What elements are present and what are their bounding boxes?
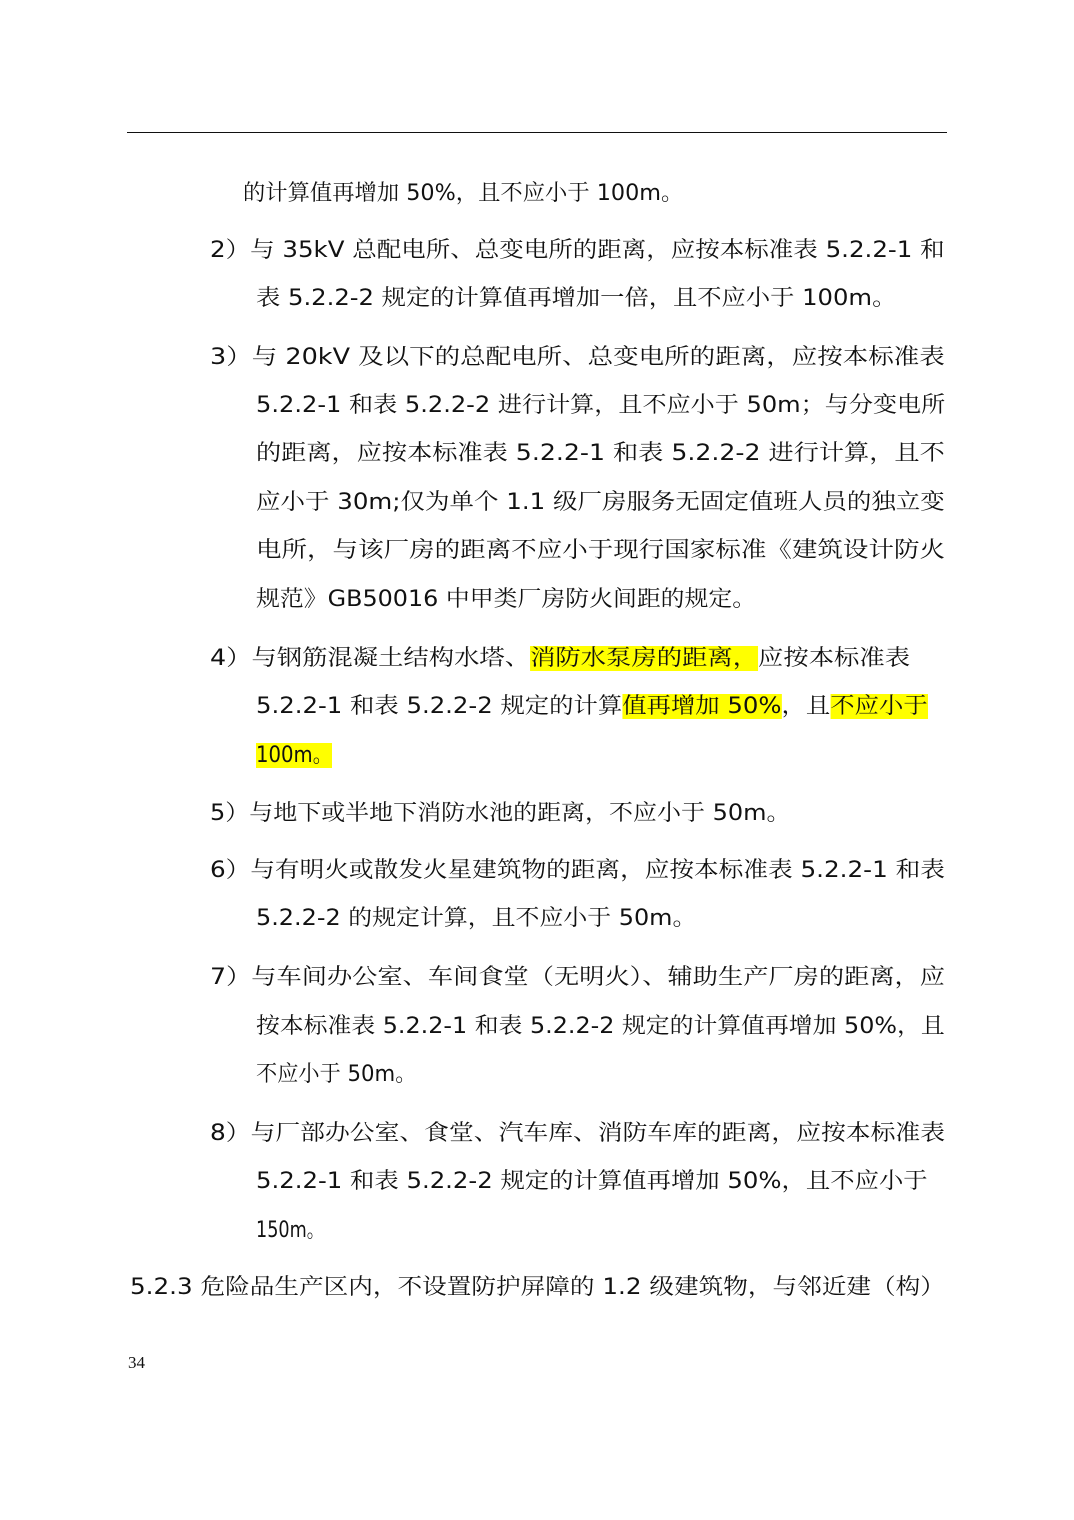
text-segment: 5）与地下或半地下消防水池的距离，不应小于 50m。 <box>210 801 791 826</box>
text-line <box>256 1216 324 1246</box>
text-segment: 6）与有明火或散发火星建筑物的距离，应按本标准表 5.2.2-1 和表 <box>210 858 945 883</box>
text-line <box>256 488 945 518</box>
header-rule <box>127 132 947 133</box>
page-number: 34 <box>128 1353 145 1372</box>
text-line <box>256 741 332 771</box>
highlighted-text: 值再增加 50% <box>622 694 782 719</box>
text-line <box>256 585 756 615</box>
text-line <box>210 856 945 886</box>
text-line <box>210 1119 945 1149</box>
text-segment: 规范》GB50016 中甲类厂房防火间距的规定。 <box>256 587 757 612</box>
text-segment: 不应小于 50m。 <box>256 1062 417 1087</box>
text-line <box>210 343 945 373</box>
text-segment: 的计算值再增加 50%，且不应小于 100m。 <box>243 181 684 206</box>
text-segment: 5.2.2-1 和表 5.2.2-2 规定的计算 <box>256 694 623 719</box>
text-segment: 按本标准表 5.2.2-1 和表 5.2.2-2 规定的计算值再增加 50%，且 <box>256 1014 945 1039</box>
text-line <box>256 904 696 934</box>
text-segment: 应小于 30m;仅为单个 1.1 级厂房服务无固定值班人员的独立变 <box>256 490 945 515</box>
text-line <box>210 799 790 829</box>
text-segment: 5.2.2-2 的规定计算，且不应小于 50m。 <box>256 906 697 931</box>
text-segment: 表 5.2.2-2 规定的计算值再增加一倍，且不应小于 100m。 <box>256 286 897 311</box>
text-segment: 7）与车间办公室、车间食堂（无明火）、辅助生产厂房的距离，应 <box>210 965 945 990</box>
text-segment: 150m。 <box>256 1218 325 1243</box>
text-line <box>256 692 928 722</box>
text-segment: 2）与 35kV 总配电所、总变电所的距离，应按本标准表 5.2.2-1 和 <box>210 238 945 263</box>
text-segment: 3）与 20kV 及以下的总配电所、总变电所的距离，应按本标准表 <box>210 345 945 370</box>
text-line <box>256 536 945 566</box>
text-line <box>210 644 910 674</box>
text-line <box>243 179 683 209</box>
text-line <box>210 963 945 993</box>
text-line <box>130 1273 945 1303</box>
text-segment: 应按本标准表 <box>758 646 911 671</box>
text-line <box>256 1167 928 1197</box>
text-segment: 4）与钢筋混凝土结构水塔、 <box>210 646 531 671</box>
text-segment: 5.2.2-1 和表 5.2.2-2 规定的计算值再增加 50%，且不应小于 <box>256 1169 928 1194</box>
highlighted-text: 100m。 <box>256 743 333 768</box>
text-line <box>210 236 945 266</box>
text-segment: 电所，与该厂房的距离不应小于现行国家标准《建筑设计防火 <box>256 538 946 563</box>
text-segment: 8）与厂部办公室、食堂、汽车库、消防车库的距离，应按本标准表 <box>210 1121 945 1146</box>
text-segment: 5.2.3 危险品生产区内，不设置防护屏障的 1.2 级建筑物，与邻近建（构） <box>130 1275 945 1300</box>
text-segment: ，且 <box>781 694 831 719</box>
text-line <box>256 284 896 314</box>
text-segment: 5.2.2-1 和表 5.2.2-2 进行计算，且不应小于 50m；与分变电所 <box>256 393 946 418</box>
text-line <box>256 439 945 469</box>
highlighted-text: 不应小于 <box>830 694 928 719</box>
text-line <box>256 1012 945 1042</box>
highlighted-text: 消防水泵房的距离， <box>530 646 759 671</box>
text-line <box>256 391 945 421</box>
text-line <box>256 1060 416 1090</box>
text-segment: 的距离，应按本标准表 5.2.2-1 和表 5.2.2-2 进行计算，且不 <box>256 441 945 466</box>
